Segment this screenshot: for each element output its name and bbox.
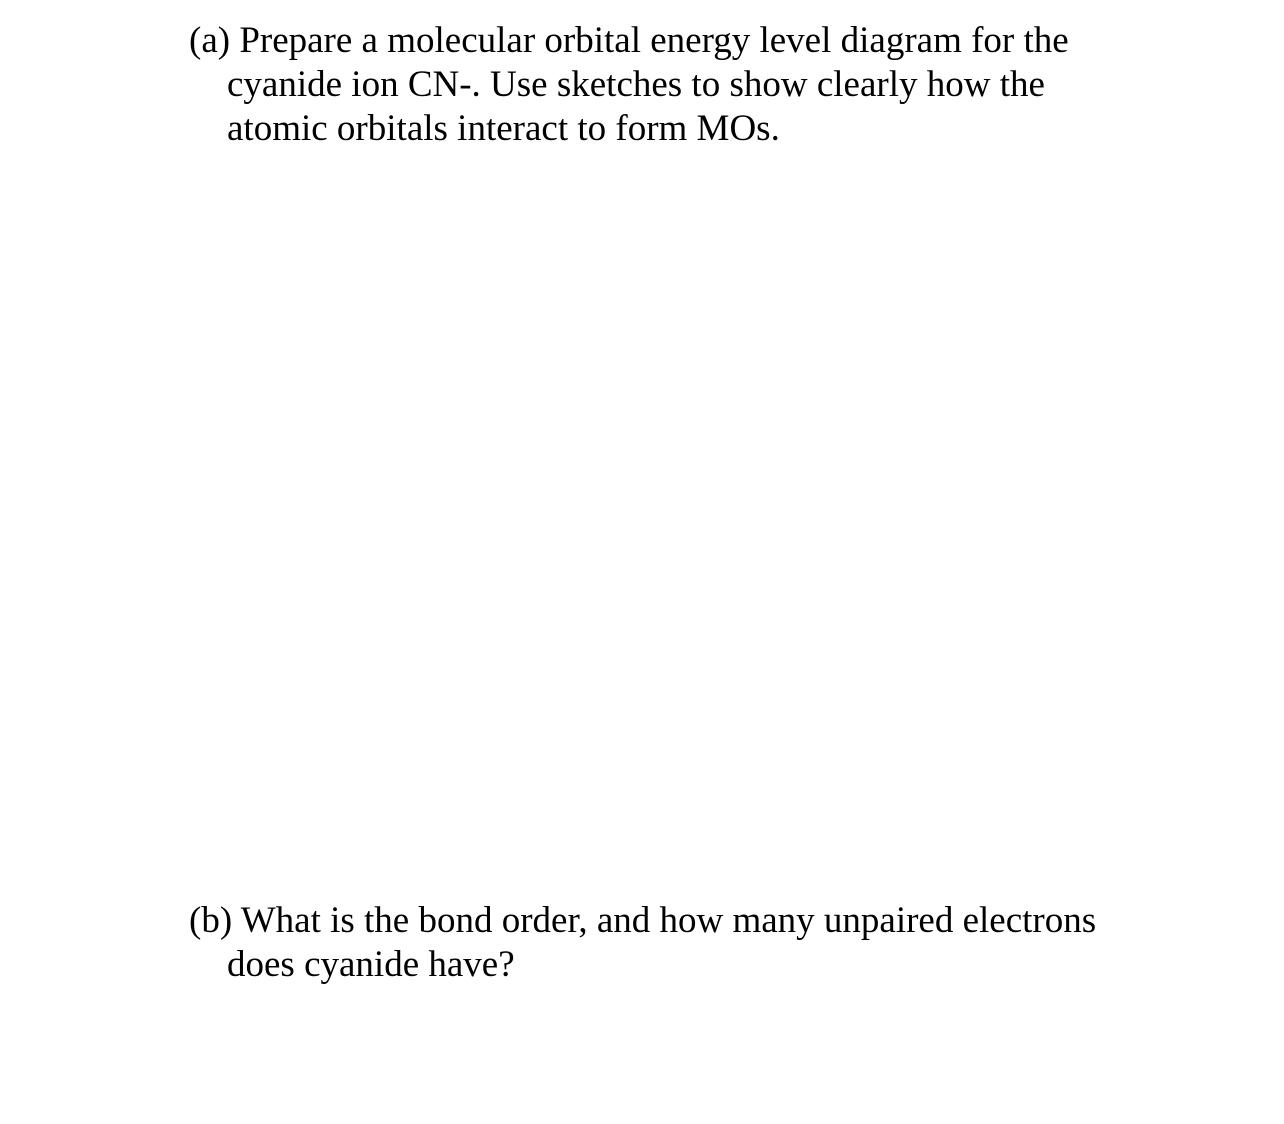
question-b (189, 899, 1249, 987)
question-a (189, 19, 1249, 151)
question-b-line-1: (b) What is the bond order, and how many unpaired electrons (189, 900, 1097, 941)
question-a-line-2: cyanide ion CN-. Use sketches to show clearly how the (227, 64, 1045, 105)
question-a-line-1: (a) Prepare a molecular orbital energy level diagram for the (189, 20, 1069, 61)
question-b-line-2: does cyanide have? (227, 944, 515, 985)
question-a-line-3: atomic orbitals interact to form MOs. (227, 108, 780, 149)
